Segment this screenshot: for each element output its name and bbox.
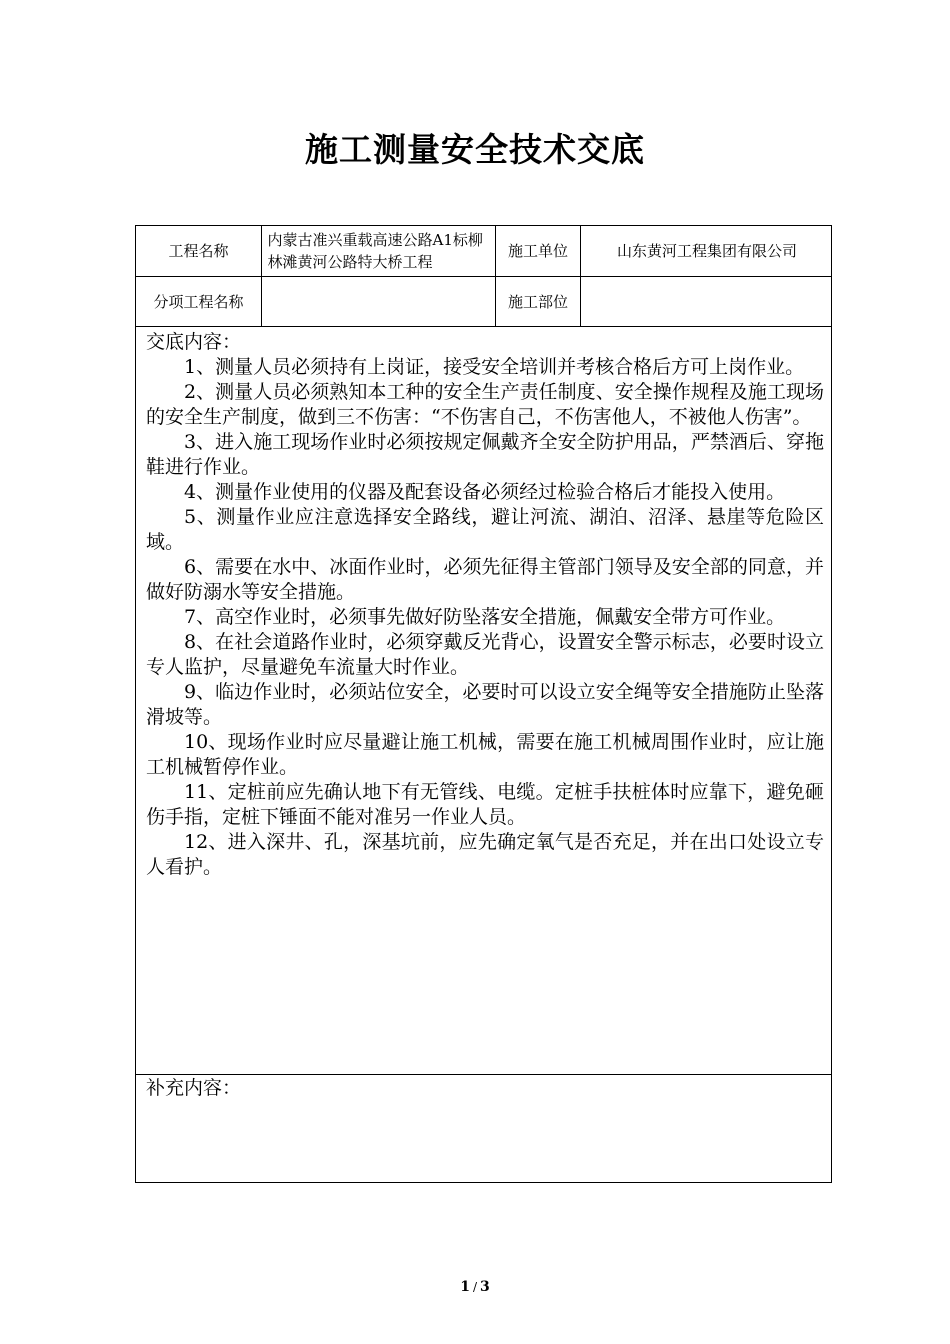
- subproject-label: 分项工程名称: [136, 277, 262, 326]
- construction-unit-value: 山东黄河工程集团有限公司: [616, 242, 797, 260]
- page-current: 1: [460, 1279, 470, 1295]
- table-row-subproject: [136, 277, 831, 327]
- list-item: 5、测量作业应注意选择安全路线，避让河流、湖泊、沼泽、悬崖等危险区域。: [146, 506, 824, 553]
- construction-part-value: [581, 277, 833, 326]
- table-row-project: [136, 226, 831, 277]
- list-item: 1、测量人员必须持有上岗证，接受安全培训并考核合格后方可上岗作业。: [184, 356, 805, 378]
- list-item: 2、测量人员必须熟知本工种的安全生产责任制度、安全操作规程及施工现场的安全生产制度，做到三不伤害：“不伤害自己，不伤害他人，不被他人伤害”。: [146, 381, 824, 428]
- list-item: 9、临边作业时，必须站位安全，必要时可以设立安全绳等安全措施防止坠落滑坡等。: [146, 681, 824, 728]
- list-item: 6、需要在水中、冰面作业时，必须先征得主管部门领导及安全部的同意，并做好防溺水等安全措施。: [146, 556, 824, 603]
- list-item: 3、进入施工现场作业时必须按规定佩戴齐全安全防护用品，严禁酒后、穿拖鞋进行作业。: [146, 431, 824, 478]
- page-total: 3: [480, 1279, 490, 1295]
- list-item: 4、测量作业使用的仪器及配套设备必须经过检验合格后才能投入使用。: [184, 481, 786, 503]
- construction-part-label: 施工部位: [496, 277, 581, 326]
- project-name-cell: [262, 226, 496, 276]
- construction-unit-label: 施工单位: [496, 226, 581, 276]
- content-heading: 交底内容：: [146, 331, 242, 353]
- page-separator: /: [472, 1280, 478, 1294]
- list-item: 12、进入深井、孔，深基坑前，应先确定氧气是否充足，并在出口处设立专人看护。: [146, 831, 824, 878]
- list-item: 11、定桩前应先确认地下有无管线、电缆。定桩手扶桩体时应靠下，避免砸伤手指，定桩下锤面不能对准另一作业人员。: [146, 781, 824, 828]
- page-number: [0, 1279, 950, 1295]
- list-item: 10、现场作业时应尽量避让施工机械，需要在施工机械周围作业时，应让施工机械暂停作业。: [146, 731, 824, 778]
- document-title: 施工测量安全技术交底: [305, 130, 645, 169]
- supplement-heading: 补充内容：: [146, 1077, 242, 1099]
- subproject-value: [262, 277, 496, 326]
- list-item: 8、在社会道路作业时，必须穿戴反光背心，设置安全警示标志，必要时设立专人监护，尽量避免车流量大时作业。: [146, 631, 824, 678]
- project-name-value: 内蒙古准兴重载高速公路A1标柳林滩黄河公路特大桥工程: [267, 231, 483, 271]
- disclosure-table: [135, 225, 832, 1183]
- list-item: 7、高空作业时，必须事先做好防坠落安全措施，佩戴安全带方可作业。: [184, 606, 786, 628]
- disclosure-content: [136, 327, 831, 1075]
- supplement-section: [136, 1075, 831, 1182]
- project-name-label: 工程名称: [136, 226, 262, 276]
